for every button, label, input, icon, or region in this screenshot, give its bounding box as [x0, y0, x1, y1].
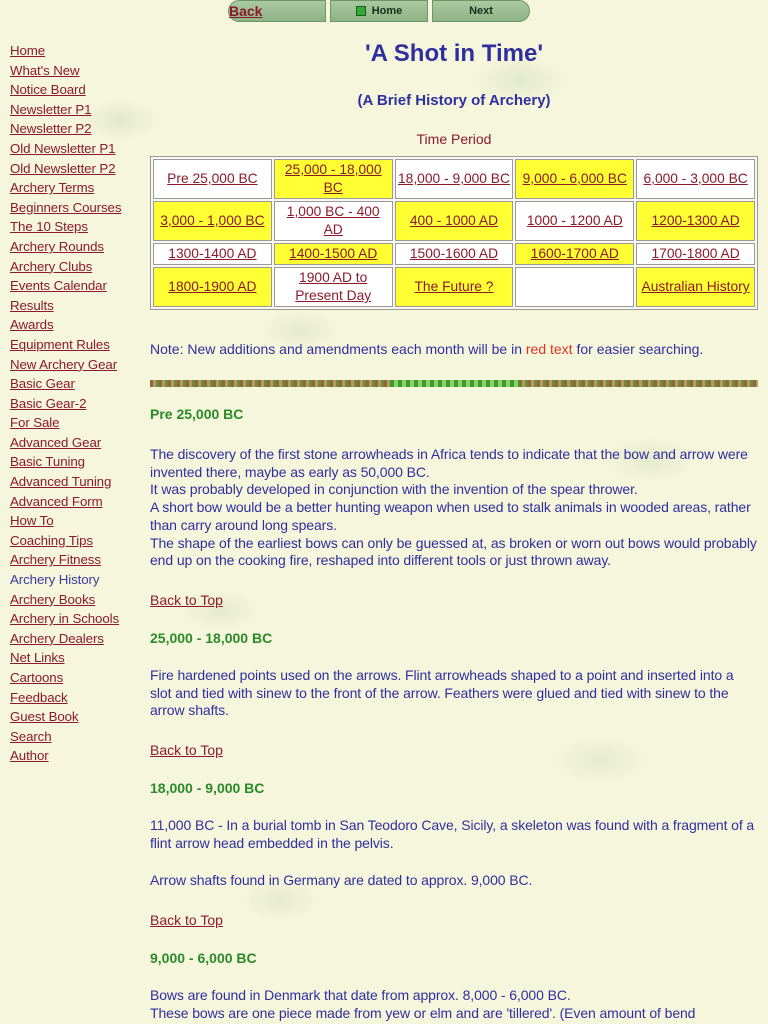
period-link[interactable]: The Future ?: [414, 279, 494, 294]
sidebar-item-basic-gear-2[interactable]: Basic Gear-2: [10, 395, 87, 411]
sidebar-item-old-newsletter-p2[interactable]: Old Newsletter P2: [10, 160, 116, 176]
section-heading: Pre 25,000 BC: [150, 406, 244, 422]
time-period-label: Time Period: [416, 131, 492, 147]
sidebar-item-net-links[interactable]: Net Links: [10, 650, 65, 666]
period-cell: [153, 159, 272, 199]
paragraph: Fire hardened points used on the arrows. Flint arrowheads shaped to a point and inserted into a slot and tied with sinew to the front of the arrow. Feathers were glued and tied with sinew to the arrow shafts.: [150, 666, 734, 719]
sidebar-item-home[interactable]: Home: [10, 43, 46, 58]
home-square-icon: [356, 6, 366, 16]
sidebar-item-archery-fitness[interactable]: Archery Fitness: [10, 552, 101, 568]
period-cell: [515, 159, 634, 199]
home-button-label: Home: [371, 5, 403, 17]
period-cell: [395, 201, 514, 241]
sidebar-item-archery-clubs[interactable]: Archery Clubs: [10, 258, 93, 274]
sidebar-item-basic-gear[interactable]: Basic Gear: [10, 376, 75, 392]
period-link[interactable]: 1,000 BC - 400 AD: [286, 204, 380, 237]
sidebar-item-equipment-rules[interactable]: Equipment Rules: [10, 336, 110, 352]
period-link[interactable]: 1900 AD to Present Day: [295, 270, 372, 303]
period-row: [153, 159, 755, 199]
paragraph: 11,000 BC - In a burial tomb in San Teodoro Cave, Sicily, a skeleton was found with a fragment of a flint arrow head embedded in the pelvis.: [150, 817, 755, 851]
home-button[interactable]: [330, 0, 428, 22]
period-link[interactable]: Australian History: [641, 279, 750, 294]
period-cell: [636, 159, 755, 199]
period-cell: [515, 201, 634, 241]
sidebar-item-notice-board[interactable]: Notice Board: [10, 82, 86, 98]
sidebar-item-newsletter-p1[interactable]: Newsletter P1: [10, 101, 92, 117]
period-cell: [274, 201, 393, 241]
section-heading: 25,000 - 18,000 BC: [150, 629, 273, 646]
paragraph: A short bow would be a better hunting weapon when used to stalk animals in wooded areas, rather than carry around long spears.: [150, 499, 751, 533]
period-cell: [153, 267, 272, 307]
divider: [150, 380, 758, 387]
paragraph: These bows are one piece made from yew or elm and are 'tillered'. (Even amount of bend: [150, 1004, 696, 1021]
period-link[interactable]: 25,000 - 18,000 BC: [284, 162, 382, 195]
period-row: [153, 243, 755, 265]
back-to-top-link[interactable]: Back to Top: [150, 912, 223, 929]
sidebar-item-archery-dealers[interactable]: Archery Dealers: [10, 630, 104, 646]
sidebar-item-archery-history: Archery History: [10, 572, 100, 588]
sidebar-item-basic-tuning[interactable]: Basic Tuning: [10, 454, 85, 470]
next-button[interactable]: Next: [432, 0, 530, 22]
period-link[interactable]: 1300-1400 AD: [168, 246, 257, 261]
period-link[interactable]: Pre 25,000 BC: [167, 171, 258, 186]
sidebar-item-what-s-new[interactable]: What's New: [10, 62, 80, 78]
sidebar-item-advanced-gear[interactable]: Advanced Gear: [10, 434, 102, 450]
period-link[interactable]: 6,000 - 3,000 BC: [643, 171, 748, 186]
period-cell: [153, 243, 272, 265]
sidebar-item-old-newsletter-p1[interactable]: Old Newsletter P1: [10, 140, 116, 156]
back-to-top-link[interactable]: Back to Top: [150, 591, 223, 608]
back-button[interactable]: Back: [228, 0, 326, 22]
sidebar-item-author[interactable]: Author: [10, 748, 49, 764]
sidebar-item-search[interactable]: Search: [10, 728, 52, 744]
note-text: [150, 341, 758, 357]
sidebar-item-feedback[interactable]: Feedback: [10, 689, 68, 705]
period-row: [153, 201, 755, 241]
period-link[interactable]: 1000 - 1200 AD: [526, 213, 623, 228]
sidebar-item-coaching-tips[interactable]: Coaching Tips: [10, 532, 93, 548]
paragraph: It was probably developed in conjunction with the invention of the spear thrower.: [150, 481, 638, 498]
period-link[interactable]: 9,000 - 6,000 BC: [522, 171, 627, 186]
note-suffix: for easier searching.: [572, 341, 704, 357]
paragraph: Bows are found in Denmark that date from approx. 8,000 - 6,000 BC.: [150, 987, 571, 1004]
sidebar-item-how-to[interactable]: How To: [10, 513, 54, 529]
history-content: [150, 404, 758, 1023]
sidebar-item-newsletter-p2[interactable]: Newsletter P2: [10, 121, 92, 137]
back-to-top-link[interactable]: Back to Top: [150, 742, 223, 759]
period-link[interactable]: 3,000 - 1,000 BC: [160, 213, 265, 228]
period-row: [153, 267, 755, 307]
paragraph: The discovery of the first stone arrowheads in Africa tends to indicate that the bow and arrow were invented there, maybe as early as 50,000 BC.: [150, 446, 748, 480]
sidebar-item-advanced-tuning[interactable]: Advanced Tuning: [10, 474, 112, 490]
period-cell: [395, 243, 514, 265]
period-cell: [636, 267, 755, 307]
period-cell: [274, 243, 393, 265]
page-title: 'A Shot in Time': [364, 40, 544, 67]
sidebar-item-archery-terms[interactable]: Archery Terms: [10, 180, 95, 196]
sidebar-item-archery-in-schools[interactable]: Archery in Schools: [10, 611, 120, 627]
period-link[interactable]: 1600-1700 AD: [530, 246, 619, 261]
period-link[interactable]: 1700-1800 AD: [651, 246, 740, 261]
period-cell: [395, 267, 514, 307]
period-cell: [274, 159, 393, 199]
section-heading: 18,000 - 9,000 BC: [150, 780, 265, 797]
period-link[interactable]: 1200-1300 AD: [651, 213, 740, 228]
sidebar-item-for-sale[interactable]: For Sale: [10, 415, 60, 431]
divider-ornament: [390, 380, 520, 387]
note-prefix: Note: New additions and amendments each month will be in: [150, 341, 526, 357]
top-navigation: [228, 0, 530, 22]
sidebar-item-the-10-steps[interactable]: The 10 Steps: [10, 219, 88, 235]
period-cell: [153, 201, 272, 241]
sidebar-item-new-archery-gear[interactable]: New Archery Gear: [10, 356, 118, 372]
paragraph: Arrow shafts found in Germany are dated to approx. 9,000 BC.: [150, 872, 533, 889]
time-period-table: [150, 156, 758, 310]
page-subtitle: (A Brief History of Archery): [357, 92, 551, 109]
paragraph: The shape of the earliest bows can only be guessed at, as broken or worn out bows would probably end up on the cooking fire, reshaped into different tools or just thrown away.: [150, 534, 757, 569]
period-link[interactable]: 400 - 1000 AD: [409, 213, 499, 228]
note-red-text: red text: [525, 341, 573, 357]
sidebar-item-events-calendar[interactable]: Events Calendar: [10, 278, 107, 294]
period-cell: [515, 267, 634, 307]
period-cell: [636, 201, 755, 241]
period-cell: [515, 243, 634, 265]
sidebar-item-cartoons[interactable]: Cartoons: [10, 670, 64, 685]
period-cell: [636, 243, 755, 265]
sidebar-item-advanced-form[interactable]: Advanced Form: [10, 493, 103, 509]
sidebar-item-results[interactable]: Results: [10, 297, 54, 313]
period-cell: [395, 159, 514, 199]
period-link[interactable]: 1500-1600 AD: [409, 246, 499, 261]
period-link[interactable]: 1400-1500 AD: [289, 246, 378, 261]
period-link[interactable]: 18,000 - 9,000 BC: [397, 171, 510, 186]
sidebar-item-archery-rounds[interactable]: Archery Rounds: [10, 238, 104, 254]
period-link[interactable]: 1800-1900 AD: [168, 279, 257, 294]
period-cell: [274, 267, 393, 307]
sidebar-item-awards[interactable]: Awards: [10, 317, 54, 333]
section-heading: 9,000 - 6,000 BC: [150, 950, 257, 967]
sidebar-item-beginners-courses[interactable]: Beginners Courses: [10, 199, 122, 215]
sidebar-menu: [10, 41, 140, 766]
sidebar-item-guest-book[interactable]: Guest Book: [10, 709, 79, 725]
sidebar-item-archery-books[interactable]: Archery Books: [10, 591, 96, 607]
